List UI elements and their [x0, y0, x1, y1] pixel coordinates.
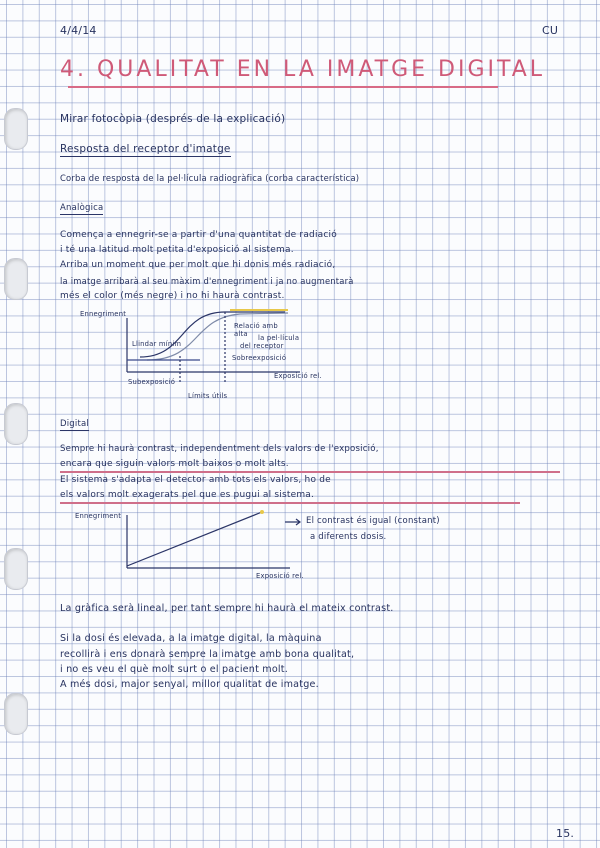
fig1-ylabel: Ennegriment — [80, 310, 127, 318]
digital-line-3: El sistema s'adapta el detector amb tots els valors, ho de — [60, 475, 331, 485]
fig2-line — [127, 512, 262, 566]
fig1-label-below: Límits útils — [188, 392, 228, 400]
fig2-arrow — [285, 519, 300, 525]
line-photocopy: Mirar fotocòpia (després de la explicació) — [60, 113, 286, 125]
fig1-xlabel: Exposició rel. — [274, 372, 322, 380]
analog-line-4: la imatge arribarà al seu màxim d'ennegriment i ja no augmentarà — [60, 276, 354, 286]
fig2-ylabel: Ennegriment — [75, 512, 122, 520]
digital-line-2: encara que siguin valors molt baixos o molt alts. — [60, 459, 289, 469]
fig1-label-left: Llindar mínim — [132, 340, 182, 348]
corner-marker: CU — [542, 24, 559, 37]
digital-line-4: els valors molt exagerats pel que es pugui al sistema. — [60, 490, 315, 500]
heading-analog: Analògica — [60, 203, 104, 213]
fig2-note-1: El contrast és igual (constant) — [306, 516, 440, 526]
fig1-label-r1: Relació amb — [234, 322, 278, 330]
fig1-label-r4: del receptor — [240, 342, 284, 350]
bottom-line-3: recollirà i ens donarà sempre la imatge amb bona qualitat, — [60, 649, 355, 660]
analog-line-3: Arriba un moment que per molt que hi donis més radiació, — [60, 260, 336, 270]
page-title: 4. QUALITAT EN LA IMATGE DIGITAL — [60, 57, 546, 82]
fig1-label-base: Subexposició — [128, 378, 176, 386]
date-text: 4/4/14 — [60, 24, 97, 37]
bottom-line-4: i no es veu el què molt surt o el pacient molt. — [60, 664, 288, 675]
bottom-line-1: La gràfica serà lineal, per tant sempre hi haurà el mateix contrast. — [60, 603, 394, 614]
fig2-xlabel: Exposició rel. — [256, 572, 304, 580]
bottom-line-2: Si la dosi és elevada, a la imatge digital, la màquina — [60, 633, 322, 644]
analog-line-1: Comença a ennegrir-se a partir d'una quantitat de radiació — [60, 230, 337, 240]
digital-line-1: Sempre hi haurà contrast, independentment dels valors de l'exposició, — [60, 444, 379, 454]
fig2-note-2: a diferents dosis. — [310, 532, 387, 542]
fig1-label-r3: la pel·lícula — [258, 334, 300, 342]
bottom-line-5: A més dosi, major senyal, millor qualitat de imatge. — [60, 679, 319, 690]
page-number: 15. — [556, 827, 575, 840]
analog-line-2: i té una latitud molt petita d'exposició al sistema. — [60, 245, 294, 255]
analog-line-5: més el color (més negre) i no hi haurà contrast. — [60, 291, 285, 301]
heading-digital: Digital — [60, 419, 89, 429]
fig1-label-r2: alta — [234, 330, 248, 338]
fig1-label-r5: Sobreexposició — [232, 354, 287, 362]
heading-receptor-response: Resposta del receptor d'imatge — [60, 143, 231, 155]
line-response-curve: Corba de resposta de la pel·lícula radiogràfica (corba característica) — [60, 173, 360, 183]
